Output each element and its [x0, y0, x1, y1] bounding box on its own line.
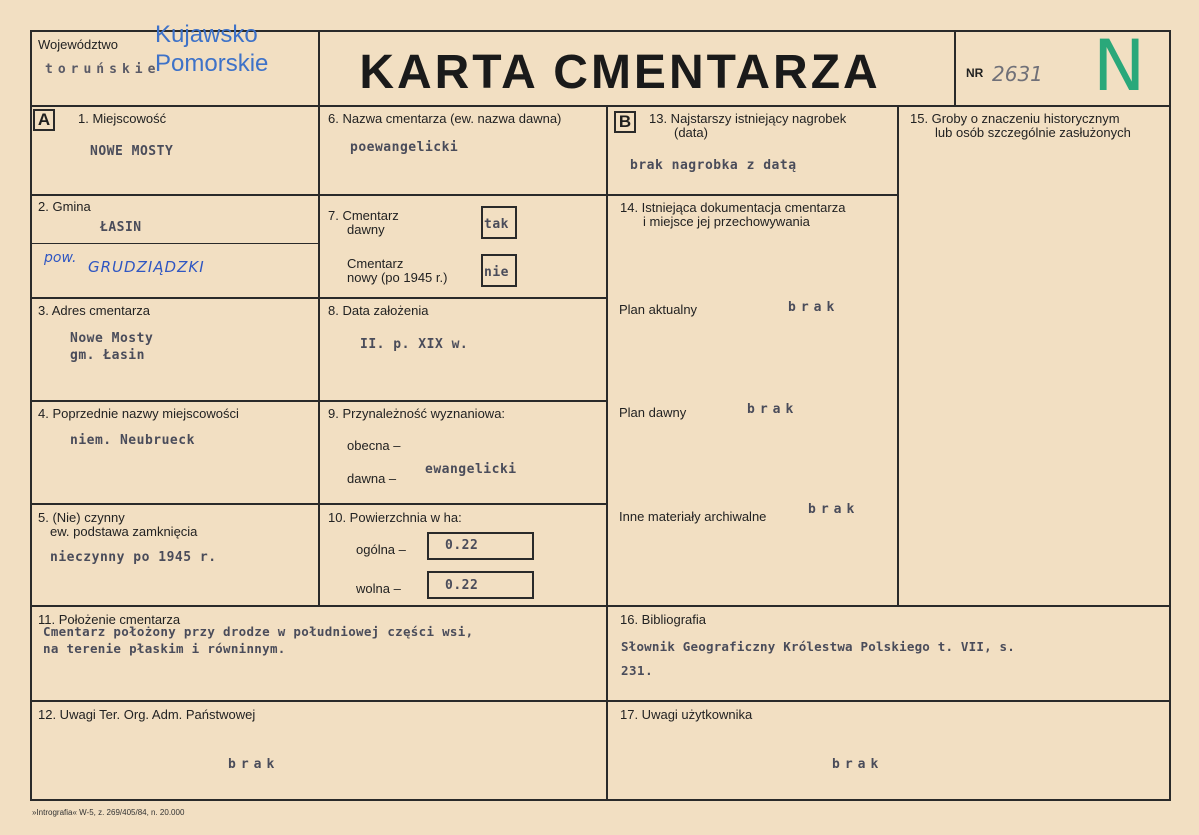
- nazwa-cmentarza-label: 6. Nazwa cmentarza (ew. nazwa dawna): [328, 111, 562, 126]
- cmentarz-nowy-value: nie: [484, 265, 509, 280]
- czynny-label-line2: ew. podstawa zamknięcia: [50, 524, 198, 539]
- inne-materialy-value: brak: [808, 502, 860, 517]
- nazwa-cmentarza-value: poewangelicki: [350, 140, 459, 155]
- plan-aktualny-value: brak: [788, 300, 840, 315]
- cmentarz-nowy-label-line2: nowy (po 1945 r.): [347, 270, 448, 285]
- najstarszy-nagrobek-label-line2: (data): [674, 125, 708, 140]
- bibliografia-value-line2: 231.: [621, 663, 654, 678]
- gmina-label: 2. Gmina: [38, 199, 91, 214]
- groby-label-line1: 15. Groby o znaczeniu historycznym: [910, 111, 1120, 126]
- cmentarz-nowy-label-line1: Cmentarz: [347, 256, 404, 271]
- poprzednie-nazwy-label: 4. Poprzednie nazwy miejscowości: [38, 406, 239, 421]
- bibliografia-value-line1: Słownik Geograficzny Królestwa Polskiego t. VII, s.: [621, 639, 1016, 654]
- row-divider: [30, 243, 318, 244]
- row-divider: [30, 700, 1171, 702]
- dokumentacja-label-line1: 14. Istniejąca dokumentacja cmentarza: [620, 200, 846, 215]
- wyznanie-dawna-label: dawna –: [347, 471, 397, 486]
- section-b-marker: B: [614, 111, 636, 133]
- powiat-label: pow.: [44, 250, 77, 266]
- adres-value-line2: gm. Łasin: [70, 348, 145, 363]
- czynny-value: nieczynny po 1945 r.: [50, 550, 217, 565]
- uwagi-uzytkownika-label: 17. Uwagi użytkownika: [620, 707, 753, 722]
- nr-label: NR: [966, 66, 984, 80]
- cmentarz-dawny-label-line2: dawny: [347, 222, 385, 237]
- cmentarz-dawny-value: tak: [484, 217, 509, 232]
- wyznanie-obecna-label: obecna –: [347, 438, 401, 453]
- powierzchnia-ogolna-value: 0.22: [445, 538, 479, 553]
- powierzchnia-ogolna-box: [427, 532, 534, 560]
- row-divider: [30, 400, 607, 402]
- row-divider: [606, 194, 897, 196]
- col-divider-1: [318, 105, 320, 605]
- section-a-marker: A: [33, 109, 55, 131]
- najstarszy-nagrobek-label-line1: 13. Najstarszy istniejący nagrobek: [649, 111, 847, 126]
- powierzchnia-ogolna-label: ogólna –: [356, 542, 406, 557]
- dokumentacja-label-line2: i miejsce jej przechowywania: [643, 214, 810, 229]
- row-divider: [30, 297, 607, 299]
- polozenie-value-line1: Cmentarz położony przy drodze w południowej części wsi,: [43, 624, 474, 639]
- data-zalozenia-label: 8. Data założenia: [328, 303, 429, 318]
- wojewodztwo-label: Województwo: [38, 37, 118, 52]
- miejscowosc-value: NOWE MOSTY: [90, 144, 174, 159]
- czynny-label-line1: 5. (Nie) czynny: [38, 510, 125, 525]
- col-divider-2: [606, 105, 608, 800]
- cmentarz-dawny-label-line1: 7. Cmentarz: [328, 208, 399, 223]
- plan-aktualny-label: Plan aktualny: [619, 302, 698, 317]
- groby-label-line2: lub osób szczególnie zasłużonych: [935, 125, 1131, 140]
- polozenie-label: 11. Położenie cmentarza: [38, 612, 181, 627]
- wyznanie-dawna-value: ewangelicki: [425, 462, 517, 477]
- uwagi-ter-label: 12. Uwagi Ter. Org. Adm. Państwowej: [38, 707, 256, 722]
- region-stamp-line1: Kujawsko: [155, 21, 258, 48]
- powierzchnia-wolna-label: wolna –: [356, 581, 401, 596]
- miejscowosc-label: 1. Miejscowość: [78, 111, 167, 126]
- polozenie-value-line2: na terenie płaskim i równinnym.: [43, 641, 286, 656]
- powierzchnia-wolna-box: [427, 571, 534, 599]
- powiat-value: GRUDZIĄDZKI: [88, 258, 205, 276]
- plan-dawny-label: Plan dawny: [619, 405, 687, 420]
- adres-value-line1: Nowe Mosty: [70, 331, 154, 346]
- bibliografia-label: 16. Bibliografia: [620, 612, 706, 627]
- green-mark: N: [1093, 25, 1146, 107]
- nr-value: 2631: [992, 62, 1043, 86]
- wyznanie-label: 9. Przynależność wyznaniowa:: [328, 406, 506, 421]
- region-stamp-line2: Pomorskie: [155, 50, 269, 77]
- header-divider: [30, 105, 1171, 107]
- wojewodztwo-value: toruńskie: [45, 62, 161, 77]
- print-footer: »Intrografia« W-5, z. 269/405/84, n. 20.000: [32, 808, 185, 817]
- poprzednie-nazwy-value: niem. Neubrueck: [70, 433, 195, 448]
- row-divider: [30, 194, 607, 196]
- uwagi-ter-value: brak: [228, 757, 280, 772]
- row-divider: [30, 605, 1171, 607]
- gmina-value: ŁASIN: [100, 220, 142, 235]
- card-title: KARTA CMENTARZA: [359, 46, 881, 99]
- plan-dawny-value: brak: [747, 402, 799, 417]
- row-divider: [30, 503, 607, 505]
- uwagi-uzytkownika-value: brak: [832, 757, 884, 772]
- data-zalozenia-value: II. p. XIX w.: [360, 337, 469, 352]
- col-divider-3: [897, 105, 899, 605]
- najstarszy-nagrobek-value: brak nagrobka z datą: [630, 158, 797, 173]
- powierzchnia-label: 10. Powierzchnia w ha:: [328, 510, 462, 525]
- header-divider-v2: [954, 30, 956, 105]
- powierzchnia-wolna-value: 0.22: [445, 578, 479, 593]
- inne-materialy-label: Inne materiały archiwalne: [619, 509, 767, 524]
- adres-label: 3. Adres cmentarza: [38, 303, 150, 318]
